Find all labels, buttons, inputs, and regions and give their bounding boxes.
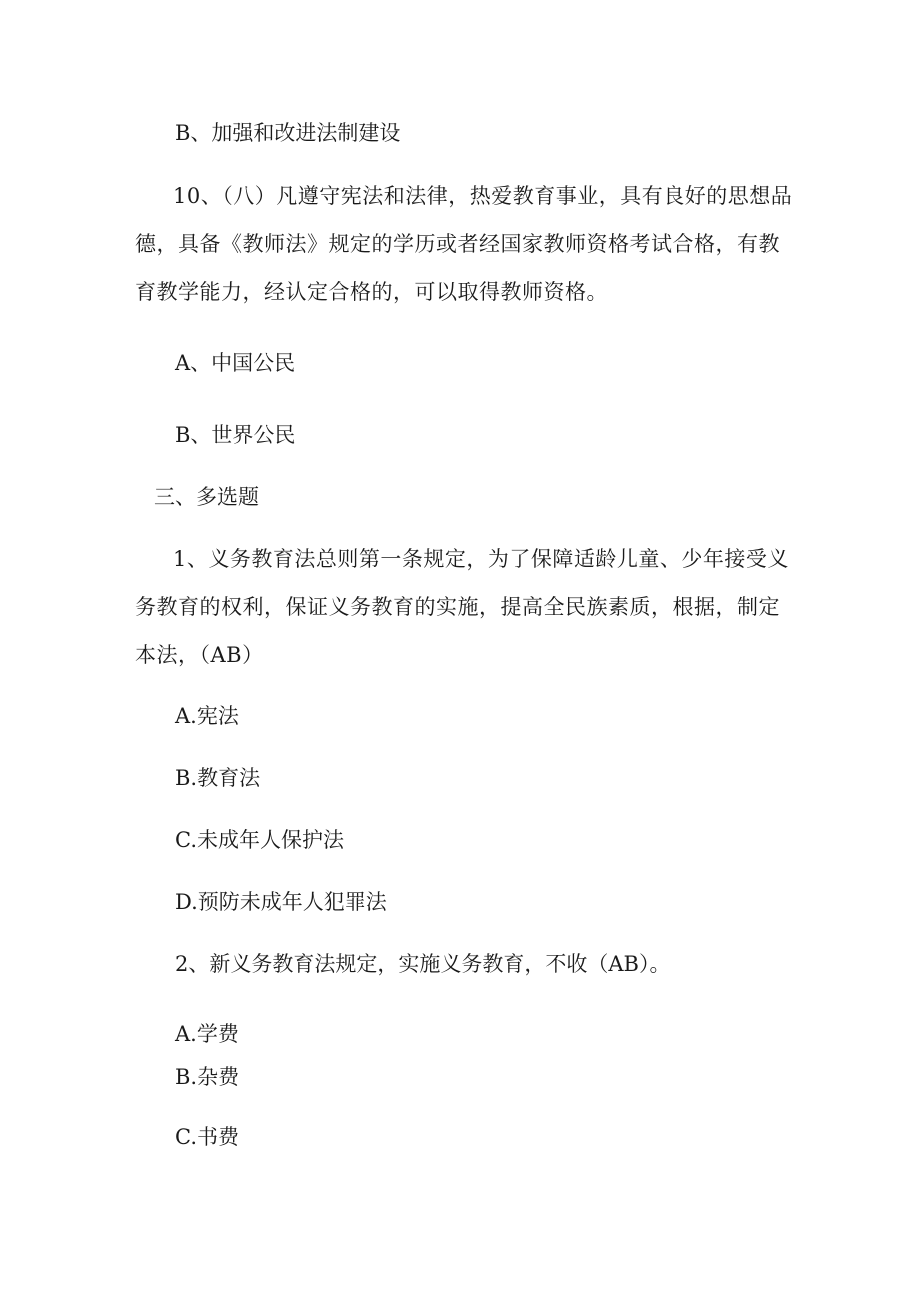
q2-option-a: A.学费 xyxy=(175,1022,239,1046)
question-1-text: 1、义务教育法总则第一条规定，为了保障适龄儿童、少年接受义务教育的权利，保证义务教育的实施，提高全民族素质，根据，制定本法，（AB） xyxy=(135,547,789,667)
q1-option-d: D.预防未成年人犯罪法 xyxy=(175,890,387,914)
question-10-text: 10、（八）凡遵守宪法和法律，热爱教育事业，具有良好的思想品德，具备《教师法》规定的学历或者经国家教师资格考试合格，有教育教学能力，经认定合格的，可以取得教师资格。 xyxy=(135,184,793,304)
section-title: 三、多选题 xyxy=(154,485,259,509)
q1-option-b: B.教育法 xyxy=(175,766,261,790)
q2-option-b: B.杂费 xyxy=(175,1065,240,1089)
question-2-text: 2、新义务教育法规定，实施义务教育，不收（AB）。 xyxy=(175,952,671,976)
q1-option-a: A.宪法 xyxy=(175,704,239,728)
prev-option-b: B、加强和改进法制建设 xyxy=(175,121,401,145)
q1-option-c: C.未成年人保护法 xyxy=(175,828,344,852)
q10-option-a: A、中国公民 xyxy=(175,351,296,375)
q10-option-b: B、世界公民 xyxy=(175,423,296,447)
q2-option-c: C.书费 xyxy=(175,1125,239,1149)
